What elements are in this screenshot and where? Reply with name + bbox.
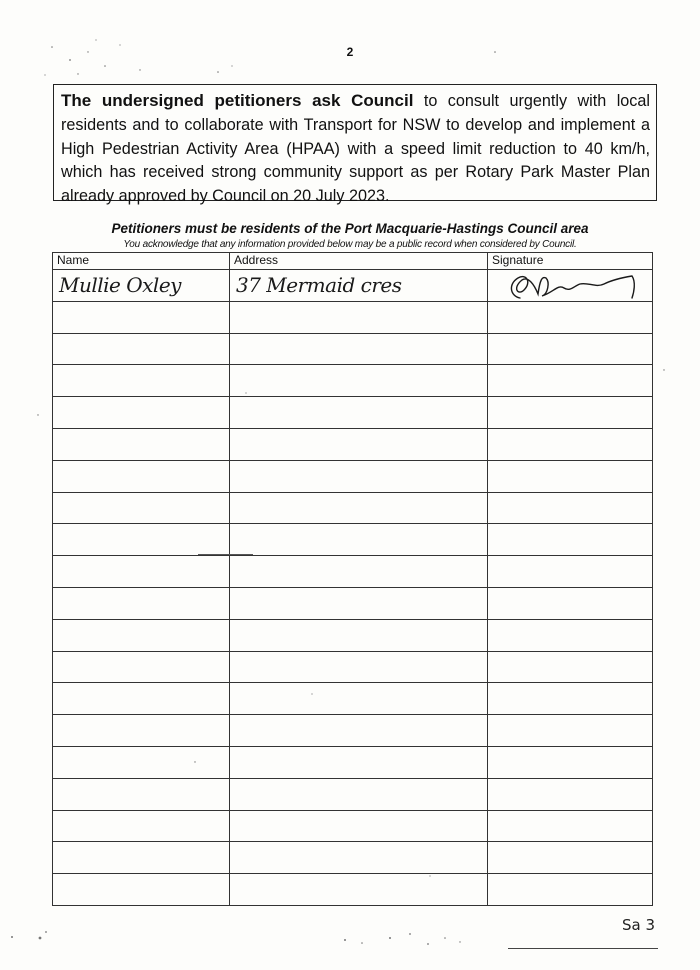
public-record-notice: You acknowledge that any information provided below may be a public record when considered by Council. <box>123 239 577 250</box>
residency-requirement: Petitioners must be residents of the Port Macquarie-Hastings Council area <box>111 221 589 236</box>
handwritten-address: 37 Mermaid cres <box>236 273 402 297</box>
footer-reference: Sa 3 <box>622 916 656 934</box>
page-number: 2 <box>346 45 354 59</box>
petition-body: to consult urgently with local residents and to collaborate with Transport for NSW to develop and implement a High Pedestrian Activity Area (HPAA) with a speed limit reduction to 40 km/h, which has received strong community support as per Rotary Park Master Plan already approved by Council on 20 July 2023. <box>61 92 650 206</box>
column-header-name: Name <box>53 253 230 270</box>
column-header-signature: Signature <box>488 253 653 270</box>
handwritten-name: Mullie Oxley <box>59 273 181 297</box>
petition-lead: The undersigned petitioners ask Council <box>61 91 414 110</box>
column-header-address: Address <box>230 253 488 270</box>
